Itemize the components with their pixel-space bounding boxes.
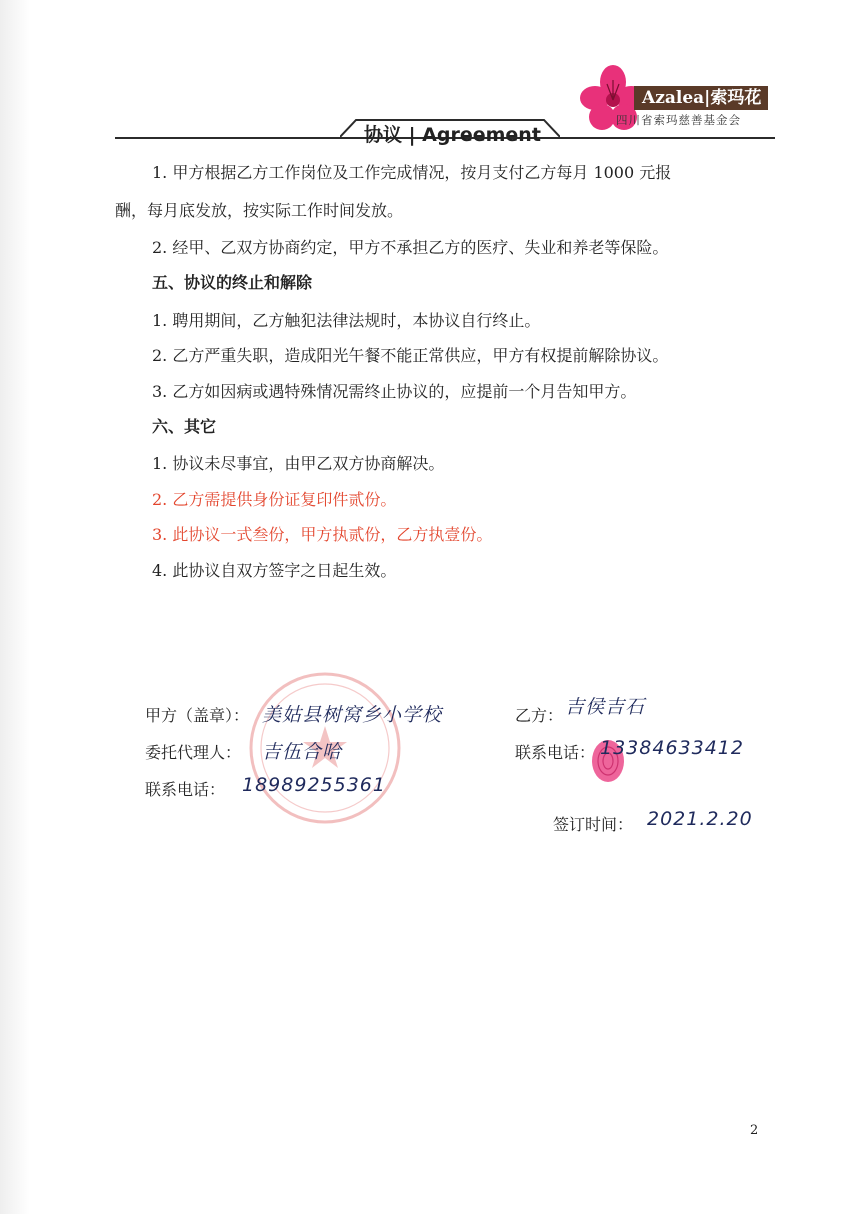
scan-edge: [0, 0, 30, 1214]
phone-a-handwriting: 18989255361: [242, 774, 386, 796]
party-b-handwriting: 吉侯吉石: [565, 696, 646, 718]
party-b-label: 乙方：: [515, 706, 564, 725]
agent-handwriting: 吉伍合哈: [262, 741, 343, 763]
date-handwriting: 2021.2.20: [647, 808, 753, 830]
clause-line-highlighted: 2. 乙方需提供身份证复印件贰份。: [152, 490, 397, 509]
clause-line: 1. 聘用期间，乙方触犯法律法规时，本协议自行终止。: [152, 311, 541, 330]
party-a-label: 甲方（盖章）：: [145, 706, 250, 725]
brand-subtitle: 四川省索玛慈善基金会: [616, 113, 741, 127]
clause-line: 4. 此协议自双方签字之日起生效。: [152, 561, 397, 580]
clause-line: 2. 乙方严重失职，造成阳光午餐不能正常供应，甲方有权提前解除协议。: [152, 346, 669, 365]
section-heading: 五、协议的终止和解除: [152, 273, 313, 292]
clause-line: 2. 经甲、乙双方协商约定，甲方不承担乙方的医疗、失业和养老等保险。: [152, 238, 669, 257]
clause-line: 1. 甲方根据乙方工作岗位及工作完成情况，按月支付乙方每月 1000 元报: [152, 163, 672, 182]
phone-b-handwriting: 13384633412: [600, 737, 744, 759]
clause-line: 1. 协议未尽事宜，由甲乙双方协商解决。: [152, 454, 445, 473]
agent-label: 委托代理人：: [145, 743, 242, 762]
clause-line-highlighted: 3. 此协议一式叁份，甲方执贰份，乙方执壹份。: [152, 525, 493, 544]
section-heading: 六、其它: [152, 417, 217, 436]
phone-a-label: 联系电话：: [145, 780, 226, 799]
brand-name: Azalea|索玛花: [634, 86, 768, 110]
page-number: 2: [750, 1123, 759, 1138]
party-a-handwriting: 美姑县树窝乡小学校: [262, 704, 443, 726]
phone-b-label: 联系电话：: [515, 743, 596, 762]
clause-line: 酬，每月底发放，按实际工作时间发放。: [115, 201, 404, 220]
clause-line: 3. 乙方如因病或遇特殊情况需终止协议的，应提前一个月告知甲方。: [152, 382, 637, 401]
date-label: 签订时间：: [553, 815, 634, 834]
page-title: 协议 | Agreement: [364, 124, 541, 146]
